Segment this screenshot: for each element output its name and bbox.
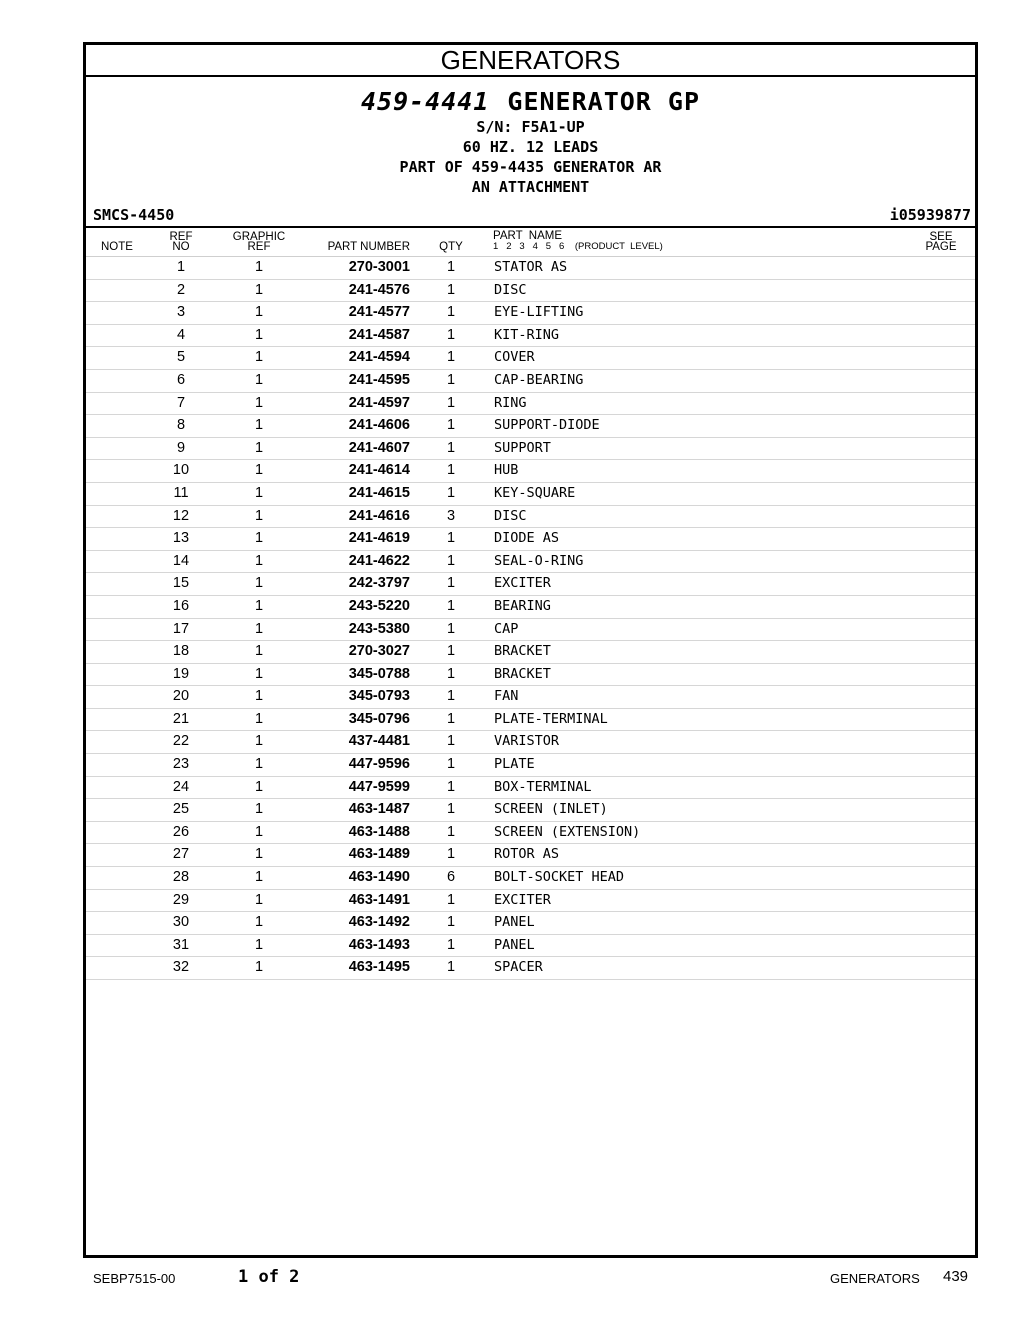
- table-row: [86, 438, 975, 461]
- ref-no-cell: 25: [172, 801, 190, 818]
- table-row: [86, 799, 975, 822]
- table-row: [86, 393, 975, 416]
- part-name-cell: DIODE AS: [494, 530, 560, 547]
- qty-cell: 1: [446, 665, 456, 682]
- qty-cell: 1: [446, 733, 456, 750]
- ref-no-cell: 17: [172, 620, 190, 637]
- graphic-ref-cell: 1: [254, 846, 264, 863]
- graphic-ref-cell: 1: [254, 756, 264, 773]
- smcs-code: SMCS-4450: [93, 206, 175, 224]
- part-number-cell: 463-1488: [348, 823, 410, 840]
- ref-no-cell: 11: [173, 484, 189, 501]
- part-name-cell: SUPPORT: [494, 439, 551, 456]
- table-row: [86, 664, 975, 687]
- ref-no-cell: 12: [172, 507, 190, 524]
- qty-cell: 1: [446, 710, 456, 727]
- qty-cell: 1: [446, 643, 456, 660]
- ref-no-cell: 4: [176, 326, 186, 343]
- part-number-cell: 241-4619: [348, 530, 410, 547]
- see-page-header-bottom: PAGE: [925, 241, 957, 253]
- part-name-cell: PLATE-TERMINAL: [494, 710, 608, 727]
- ref-no-header-bottom: NO: [172, 241, 190, 253]
- table-row: [86, 506, 975, 529]
- ref-no-cell: 21: [172, 710, 190, 727]
- ref-no-cell: 13: [172, 530, 190, 547]
- attachment-line: AN ATTACHMENT: [471, 178, 590, 196]
- table-header: [86, 228, 975, 257]
- qty-cell: 1: [446, 259, 456, 275]
- table-row: [86, 709, 975, 732]
- part-name-cell: SPACER: [494, 959, 543, 976]
- table-row: [86, 370, 975, 393]
- part-number-cell: 447-9599: [348, 778, 410, 795]
- qty-cell: 6: [446, 869, 456, 886]
- part-number-cell: 241-4614: [348, 462, 410, 479]
- part-name-cell: PLATE: [494, 756, 535, 773]
- part-number-cell: 463-1489: [348, 846, 410, 863]
- ref-no-cell: 1: [176, 259, 186, 275]
- graphic-ref-cell: 1: [254, 891, 264, 908]
- part-number-cell: 270-3001: [348, 259, 410, 275]
- note-column-header: NOTE: [101, 241, 133, 253]
- table-row: [86, 777, 975, 800]
- qty-cell: 1: [446, 823, 456, 840]
- part-name-cell: KEY-SQUARE: [494, 484, 576, 501]
- see-page-header-top: SEE: [929, 231, 953, 243]
- graphic-ref-cell: 1: [254, 959, 264, 976]
- graphic-ref-cell: 1: [254, 936, 264, 953]
- part-name-cell: EXCITER: [494, 575, 551, 592]
- part-name-cell: BEARING: [494, 597, 551, 614]
- part-name-cell: EYE-LIFTING: [494, 304, 584, 321]
- qty-cell: 1: [446, 891, 456, 908]
- qty-cell: 1: [446, 394, 456, 411]
- part-number-cell: 243-5220: [348, 597, 410, 614]
- table-row: [86, 302, 975, 325]
- part-of-line: PART OF 459-4435 GENERATOR AR: [399, 158, 662, 176]
- table-row: [86, 551, 975, 574]
- ref-no-cell: 14: [172, 552, 190, 569]
- illustration-reference: i05939877: [889, 206, 971, 224]
- graphic-ref-cell: 1: [254, 304, 264, 321]
- graphic-ref-cell: 1: [254, 710, 264, 727]
- page-of-indicator: 1 of 2: [238, 1267, 300, 1287]
- page-footer: [0, 1266, 1020, 1290]
- parts-page-frame: [83, 42, 978, 1258]
- part-number-cell: 241-4576: [348, 281, 410, 298]
- graphic-ref-cell: 1: [254, 259, 264, 275]
- qty-cell: 1: [446, 801, 456, 818]
- ref-no-cell: 6: [176, 371, 186, 388]
- table-row: [86, 822, 975, 845]
- table-row: [86, 867, 975, 890]
- qty-cell: 1: [446, 417, 456, 434]
- part-number-cell: 241-4595: [348, 371, 410, 388]
- ref-no-cell: 26: [172, 823, 190, 840]
- serial-number-line: S/N: F5A1-UP: [476, 118, 585, 136]
- part-name-cell: ROTOR AS: [494, 846, 560, 863]
- part-name-cell: SEAL-O-RING: [494, 552, 584, 569]
- ref-no-cell: 30: [172, 914, 190, 931]
- ref-no-cell: 16: [172, 597, 190, 614]
- table-row: [86, 957, 975, 980]
- qty-cell: 1: [446, 936, 456, 953]
- part-name-cell: BRACKET: [494, 665, 551, 682]
- part-name-cell: FAN: [494, 688, 519, 705]
- ref-no-cell: 24: [172, 778, 190, 795]
- part-number-cell: 241-4622: [348, 552, 410, 569]
- ref-no-cell: 27: [172, 846, 190, 863]
- graphic-ref-cell: 1: [254, 801, 264, 818]
- qty-cell: 1: [446, 371, 456, 388]
- graphic-ref-cell: 1: [254, 688, 264, 705]
- table-row: [86, 844, 975, 867]
- qty-cell: 1: [446, 597, 456, 614]
- table-row: [86, 325, 975, 348]
- graphic-ref-cell: 1: [254, 530, 264, 547]
- part-number-cell: 241-4615: [348, 484, 410, 501]
- part-name-cell: DISC: [494, 281, 527, 298]
- part-number-cell: 463-1492: [348, 914, 410, 931]
- qty-cell: 1: [446, 846, 456, 863]
- part-name-cell: CAP-BEARING: [494, 371, 584, 388]
- ref-no-cell: 8: [176, 417, 186, 434]
- part-name-column-header: PART NAME: [493, 230, 563, 242]
- qty-cell: 1: [446, 530, 456, 547]
- part-number-cell: 241-4587: [348, 326, 410, 343]
- part-number-cell: 447-9596: [348, 756, 410, 773]
- group-name: GENERATOR GP: [507, 87, 701, 116]
- part-name-cell: BOLT-SOCKET HEAD: [494, 869, 625, 886]
- graphic-ref-cell: 1: [254, 439, 264, 456]
- qty-cell: 1: [446, 439, 456, 456]
- qty-cell: 1: [446, 778, 456, 795]
- qty-cell: 3: [446, 507, 456, 524]
- part-name-cell: PANEL: [494, 914, 535, 931]
- graphic-ref-cell: 1: [254, 620, 264, 637]
- ref-no-cell: 3: [176, 304, 186, 321]
- table-row: [86, 686, 975, 709]
- graphic-ref-cell: 1: [254, 575, 264, 592]
- ref-no-cell: 19: [172, 665, 190, 682]
- table-row: [86, 731, 975, 754]
- spec-line: 60 HZ. 12 LEADS: [462, 138, 599, 156]
- graphic-ref-cell: 1: [254, 823, 264, 840]
- part-name-cell: EXCITER: [494, 891, 551, 908]
- graphic-ref-cell: 1: [254, 643, 264, 660]
- part-number-cell: 270-3027: [348, 643, 410, 660]
- part-name-cell: PANEL: [494, 936, 535, 953]
- qty-cell: 1: [446, 304, 456, 321]
- qty-cell: 1: [446, 552, 456, 569]
- table-row: [86, 483, 975, 506]
- part-number-column-header: PART NUMBER: [327, 241, 410, 253]
- ref-no-cell: 2: [176, 281, 186, 298]
- table-row: [86, 641, 975, 664]
- part-name-cell: SCREEN (EXTENSION): [494, 823, 641, 840]
- table-row: [86, 935, 975, 958]
- part-name-cell: VARISTOR: [494, 733, 560, 750]
- part-name-cell: STATOR AS: [494, 259, 568, 275]
- parts-table-body: [86, 257, 975, 980]
- ref-no-cell: 10: [172, 462, 190, 479]
- table-row: [86, 347, 975, 370]
- graphic-ref-cell: 1: [254, 778, 264, 795]
- group-part-number: 459-4441: [360, 87, 490, 116]
- part-number-cell: 463-1490: [348, 869, 410, 886]
- ref-no-cell: 20: [172, 688, 190, 705]
- part-name-cell: KIT-RING: [494, 326, 560, 343]
- graphic-ref-cell: 1: [254, 417, 264, 434]
- qty-cell: 1: [446, 281, 456, 298]
- part-number-cell: 463-1495: [348, 959, 410, 976]
- part-name-cell: SCREEN (INLET): [494, 801, 608, 818]
- table-row: [86, 573, 975, 596]
- qty-cell: 1: [446, 575, 456, 592]
- table-row: [86, 415, 975, 438]
- part-number-cell: 241-4616: [348, 507, 410, 524]
- product-level-header: 1 2 3 4 5 6 (PRODUCT LEVEL): [493, 241, 663, 252]
- ref-no-cell: 15: [172, 575, 190, 592]
- part-number-cell: 463-1493: [348, 936, 410, 953]
- graphic-ref-cell: 1: [254, 394, 264, 411]
- table-row: [86, 596, 975, 619]
- graphic-ref-cell: 1: [254, 507, 264, 524]
- qty-cell: 1: [446, 349, 456, 366]
- table-row: [86, 280, 975, 303]
- ref-no-cell: 18: [172, 643, 190, 660]
- part-number-cell: 241-4597: [348, 394, 410, 411]
- part-number-cell: 345-0796: [348, 710, 410, 727]
- graphic-ref-cell: 1: [254, 326, 264, 343]
- document-id: SEBP7515-00: [93, 1271, 176, 1286]
- graphic-ref-cell: 1: [254, 371, 264, 388]
- table-row: [86, 460, 975, 483]
- graphic-ref-cell: 1: [254, 869, 264, 886]
- section-title: GENERATORS: [86, 45, 975, 77]
- graphic-ref-cell: 1: [254, 597, 264, 614]
- qty-cell: 1: [446, 620, 456, 637]
- qty-cell: 1: [446, 326, 456, 343]
- ref-no-cell: 7: [176, 394, 186, 411]
- ref-no-cell: 31: [172, 936, 190, 953]
- part-number-cell: 241-4594: [348, 349, 410, 366]
- table-row: [86, 912, 975, 935]
- group-title: [86, 87, 975, 117]
- qty-cell: 1: [446, 914, 456, 931]
- ref-no-cell: 28: [172, 869, 190, 886]
- table-row: [86, 257, 975, 280]
- parts-group-heading: [86, 77, 975, 197]
- part-number-cell: 241-4607: [348, 439, 410, 456]
- ref-no-header-top: REF: [169, 231, 193, 243]
- ref-no-cell: 9: [176, 439, 186, 456]
- footer-section-name: GENERATORS: [830, 1271, 920, 1286]
- graphic-ref-cell: 1: [254, 552, 264, 569]
- table-row: [86, 754, 975, 777]
- part-name-cell: SUPPORT-DIODE: [494, 417, 600, 434]
- part-number-cell: 463-1491: [348, 891, 410, 908]
- graphic-ref-cell: 1: [254, 462, 264, 479]
- part-number-cell: 241-4577: [348, 304, 410, 321]
- graphic-ref-header-top: GRAPHIC: [232, 231, 286, 243]
- part-name-cell: HUB: [494, 462, 519, 479]
- reference-row: [86, 206, 975, 228]
- ref-no-cell: 5: [176, 349, 186, 366]
- qty-cell: 1: [446, 688, 456, 705]
- ref-no-cell: 32: [172, 959, 190, 976]
- graphic-ref-cell: 1: [254, 914, 264, 931]
- part-name-cell: DISC: [494, 507, 527, 524]
- part-name-cell: BOX-TERMINAL: [494, 778, 592, 795]
- table-row: [86, 890, 975, 913]
- graphic-ref-cell: 1: [254, 281, 264, 298]
- part-number-cell: 345-0788: [348, 665, 410, 682]
- graphic-ref-cell: 1: [254, 349, 264, 366]
- part-number-cell: 437-4481: [348, 733, 410, 750]
- part-number-cell: 242-3797: [348, 575, 410, 592]
- part-number-cell: 243-5380: [348, 620, 410, 637]
- graphic-ref-cell: 1: [254, 733, 264, 750]
- qty-cell: 1: [446, 484, 456, 501]
- table-row: [86, 528, 975, 551]
- qty-cell: 1: [446, 756, 456, 773]
- ref-no-cell: 23: [172, 756, 190, 773]
- qty-cell: 1: [446, 462, 456, 479]
- part-number-cell: 241-4606: [348, 417, 410, 434]
- table-row: [86, 619, 975, 642]
- graphic-ref-cell: 1: [254, 484, 264, 501]
- qty-column-header: QTY: [439, 241, 463, 253]
- page-number: 439: [943, 1268, 969, 1285]
- part-name-cell: CAP: [494, 620, 519, 637]
- part-number-cell: 463-1487: [348, 801, 410, 818]
- qty-cell: 1: [446, 959, 456, 976]
- part-name-cell: COVER: [494, 349, 535, 366]
- graphic-ref-header-bottom: REF: [247, 241, 271, 253]
- part-name-cell: BRACKET: [494, 643, 551, 660]
- part-number-cell: 345-0793: [348, 688, 410, 705]
- ref-no-cell: 22: [172, 733, 190, 750]
- part-name-cell: RING: [494, 394, 527, 411]
- graphic-ref-cell: 1: [254, 665, 264, 682]
- ref-no-cell: 29: [172, 891, 190, 908]
